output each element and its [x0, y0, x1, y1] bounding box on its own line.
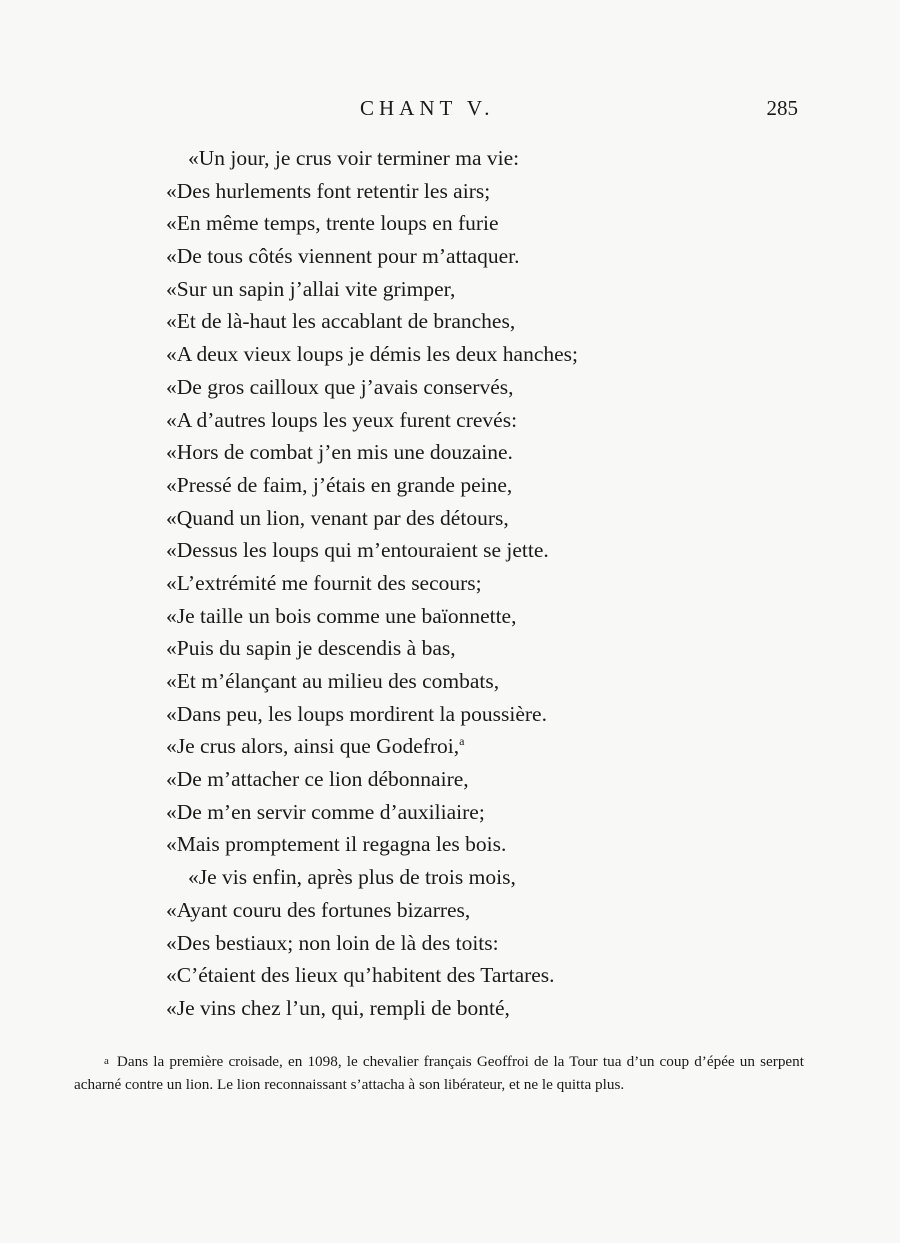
footnote-marker: a	[104, 1055, 109, 1067]
verse-line: «Dessus les loups qui m’entouraient se jette.	[166, 538, 549, 563]
verse-line: «Et m’élançant au milieu des combats,	[166, 669, 500, 693]
verse-line: «Je vis enfin, après plus de trois mois,	[188, 865, 516, 890]
verse-line: «Je crus alors, ainsi que Godefroi,$^a$	[166, 734, 465, 759]
verse-line: «Et de là-haut les accablant de branches,	[166, 309, 516, 334]
page-number: 285	[766, 96, 798, 120]
verse-line: «Un jour, je crus voir terminer ma vie:	[188, 146, 520, 170]
verse-line: «De m’en servir comme d’auxiliaire;	[166, 799, 485, 824]
verse-line: «De gros cailloux que j’avais conservés,	[166, 374, 514, 399]
poem-verses	[166, 142, 826, 1025]
verse-line: «En même temps, trente loups en furie	[166, 211, 499, 236]
verse-line: «A d’autres loups les yeux furent crevés:	[166, 407, 518, 432]
verse-line: «L’extrémité me fournit des secours;	[166, 570, 482, 595]
verse-line: «De m’attacher ce lion débonnaire,	[166, 767, 469, 792]
verse-line: «Mais promptement il regagna les bois.	[166, 832, 507, 857]
verse-line: «C’étaient des lieux qu’habitent des Tartares.	[166, 963, 555, 988]
verse-line: «Pressé de faim, j’étais en grande peine,	[166, 472, 513, 497]
verse-line: «De tous côtés viennent pour m’attaquer.	[166, 244, 520, 269]
footnote-reference: a	[459, 734, 465, 749]
verse-line: «A deux vieux loups je démis les deux hanches;	[166, 342, 579, 367]
verse-line: «Ayant couru des fortunes bizarres,	[166, 897, 471, 922]
verse-line: «Sur un sapin j’allai vite grimper,	[166, 276, 456, 301]
verse-line: «Hors de combat j’en mis une douzaine.	[166, 440, 513, 465]
verse-line: «Dans peu, les loups mordirent la poussière.	[166, 701, 547, 726]
verse-line: «Des hurlements font retentir les airs;	[166, 178, 491, 203]
footnote-text: Dans la première croisade, en 1098, le chevalier français Geoffroi de la Tour tua d’un coup d’épée un serpent acharné contre un lion. Le lion reconnaissant s’attacha à son libérateur, et ne le quitta plus.	[74, 1053, 804, 1093]
chapter-title: CHANT V.	[360, 96, 495, 120]
verse-line: «Quand un lion, venant par des détours,	[166, 505, 509, 530]
running-head	[0, 96, 900, 130]
verse-line: «Puis du sapin je descendis à bas,	[166, 636, 456, 661]
verse-line: «Des bestiaux; non loin de là des toits:	[166, 930, 499, 955]
verse-line: «Je vins chez l’un, qui, rempli de bonté,	[166, 995, 510, 1020]
footnote	[74, 1050, 804, 1096]
verse-line: «Je taille un bois comme une baïonnette,	[166, 603, 517, 628]
